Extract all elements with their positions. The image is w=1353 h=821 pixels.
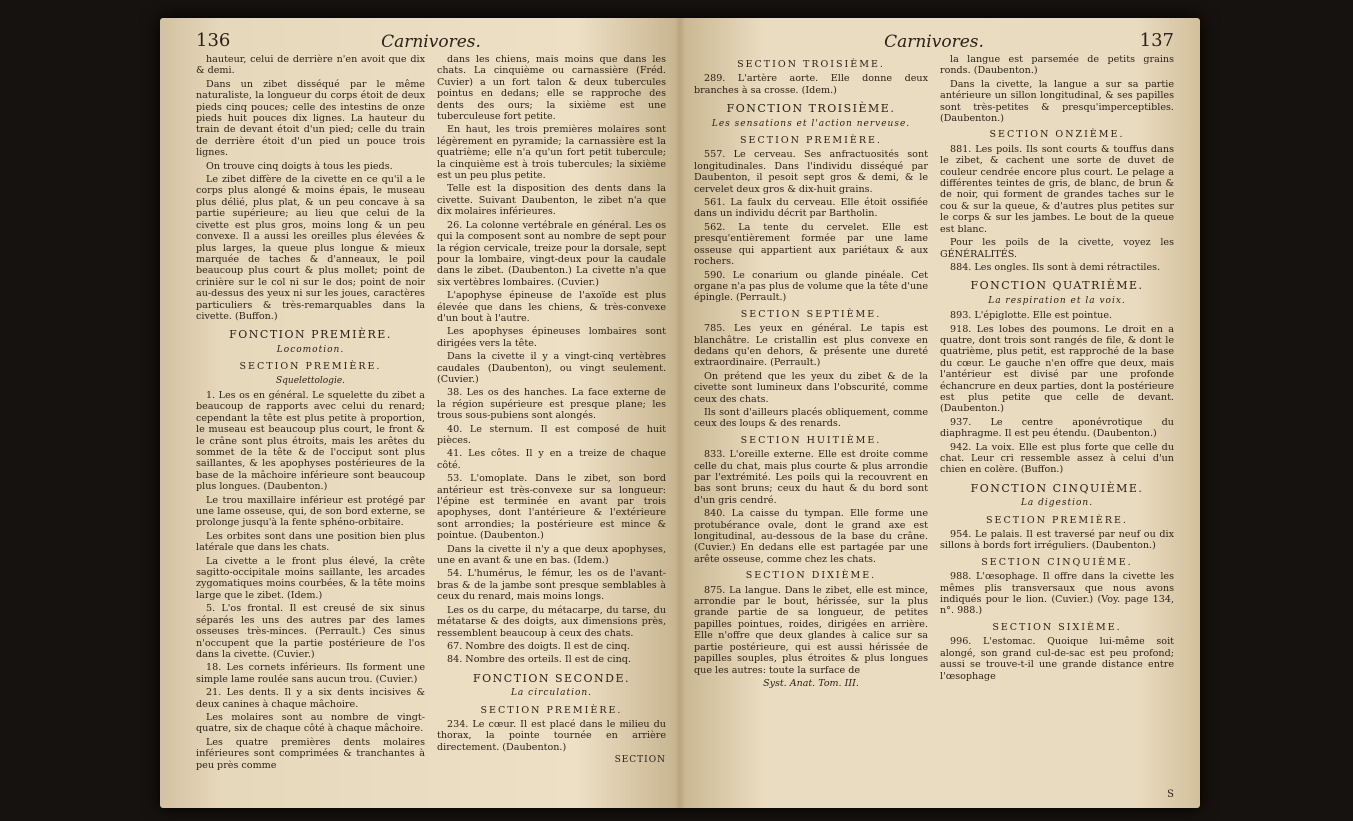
subheading: La digestion. [1020, 498, 1094, 509]
paragraph: Le zibet diffère de la civette en ce qu'il a le corps plus alongé & moins épais, le museau plus délié, plus plat, & un peu concave à sa partie supérieure; au lieu que celui de la civette est plus gros, moins long & un peu convexe. Il a aussi les oreilles plus élevées & plus larges, la queue plus longue & mieux marquée de taches & d'anneaux, le poil beaucoup plus court & plus mollet; point de crinière sur le col ni sur le dos; point de noir au-dessus des yeux ni sur les joues, caractères particuliers & très-remarquables dans la civette. (Buffon.) [196, 174, 425, 322]
left-page-number: 136 [196, 30, 231, 51]
left-column-2 [437, 54, 666, 794]
paragraph: Telle est la disposition des dents dans la civette. Suivant Daubenton, le zibet n'a que dix molaires inférieures. [437, 183, 666, 218]
section-heading: SECTION HUITIÈME. [740, 434, 882, 446]
section-heading: SECTION PREMIÈRE. [986, 514, 1128, 526]
paragraph: 561. La faulx du cerveau. Elle étoit ossifiée dans un individu décrit par Bartholin. [694, 197, 928, 220]
section-heading: SECTION SEPTIÈME. [740, 308, 882, 320]
paragraph: Les os du carpe, du métacarpe, du tarse, du métatarse & des doigts, aux dimensions près, ressemblent beaucoup à ceux des chats. [437, 604, 666, 639]
subheading: Les sensations et l'action nerveuse. [711, 118, 911, 129]
paragraph: On trouve cinq doigts à tous les pieds. [206, 160, 393, 172]
paragraph: la langue est parsemée de petits grains ronds. (Daubenton.) [940, 54, 1174, 77]
signature-mark: S [1167, 789, 1174, 800]
paragraph: 942. La voix. Elle est plus forte que celle du chat. Leur cri ressemble assez à celui d'un chien en colère. (Buffon.) [940, 441, 1174, 476]
section-heading: SECTION DIXIÈME. [745, 570, 877, 582]
paragraph: 1. Les os en général. Le squelette du zibet a beaucoup de rapports avec celui du renard; cependant la tête est plus petite à proportion, le museau est beaucoup plus court, le front & le crâne sont plus étroits, mais les arêtes du sommet de la tête & de l'occiput sont plus saillantes, & les apophyses postérieures de la base de la mâchoire inférieure sont beaucoup plus longues. (Daubenton.) [196, 389, 425, 493]
paragraph: 840. La caisse du tympan. Elle forme une protubérance ovale, dont le grand axe est longitudinal, au-dessous de la base du crâne. (Cuvier.) En dedans elle est partagée par une arête osseuse, comme chez les chats. [694, 508, 928, 565]
paragraph: 557. Le cerveau. Ses anfractuosités sont longitudinales. Dans l'individu disséqué par Daubenton, il pesoit sept gros & demi, & le cervelet deux gros & dix-huit grains. [694, 149, 928, 195]
left-column-1 [196, 54, 425, 794]
catchword: SECTION [614, 755, 666, 766]
function-heading: FONCTION PREMIÈRE. [229, 328, 392, 342]
paragraph: 5. L'os frontal. Il est creusé de six sinus séparés les uns des autres par des lames osseuses très-minces. (Perrault.) Ces sinus n'occupent que la partie postérieure de l'os dans la civette. (Cuvier.) [196, 603, 425, 660]
paragraph: Dans la civette, la langue a sur sa partie antérieure un sillon longitudinal, & ses papilles sont très-petites & presqu'imperceptibles. (Daubenton.) [940, 78, 1174, 125]
subheading: Squelettologie. [275, 375, 346, 386]
paragraph: Le trou maxillaire inférieur est protégé par une lame osseuse, qui, de son bord externe, se prolonge jusqu'à la fente sphéno-orbitaire. [196, 494, 425, 529]
paragraph: 26. La colonne vertébrale en général. Les os qui la composent sont au nombre de sept pour la région cervicale, treize pour la dorsale, sept pour la lombaire, vingt-deux pour la caudale dans le zibet. (Daubenton.) La civette n'a que six vertèbres lombaires. (Cuvier.) [437, 219, 666, 288]
left-running-head [196, 18, 666, 54]
right-page [694, 18, 1174, 808]
paragraph: 918. Les lobes des poumons. Le droit en a quatre, dont trois sont rangés de file, & dont le quatrième, plus petit, est rapproché de la base du cœur. Le gauche n'en offre que deux, mais l'antérieur est divisé par une profonde échancrure en deux parties, dont la postérieure est plus petite que celle de devant. (Daubenton.) [940, 323, 1174, 415]
paragraph: Les quatre premières dents molaires inférieures sont comprimées & tranchantes à peu près comme [196, 736, 425, 771]
paragraph: Dans la civette il y a vingt-cinq vertèbres caudales (Daubenton), ou vingt seulement. (Cuvier.) [437, 351, 666, 385]
paragraph: La civette a le front plus élevé, la crête sagitto-occipitale moins saillante, les arcades zygomatiques moins courbées, & la tête moins large que le zibet. (Idem.) [196, 555, 425, 601]
left-page [196, 18, 666, 808]
function-heading: FONCTION QUATRIÈME. [970, 279, 1144, 293]
footer-signature: Syst. Anat. Tom. III. [763, 677, 859, 689]
paragraph: 67. Nombre des doigts. Il est de cinq. [447, 640, 630, 652]
paragraph: Pour les poils de la civette, voyez les GÉNÉRALITÉS. [940, 237, 1174, 260]
paragraph: 84. Nombre des orteils. Il est de cinq. [447, 654, 631, 666]
section-heading: SECTION PREMIÈRE. [480, 704, 623, 716]
paragraph: 590. Le conarium ou glande pinéale. Cet organe n'a pas plus de volume que la tête d'une épingle. (Perrault.) [694, 269, 928, 304]
paragraph: 954. Le palais. Il est traversé par neuf ou dix sillons à bords fort irréguliers. (Daubenton.) [940, 529, 1174, 552]
paragraph: Les molaires sont au nombre de vingt-quatre, six de chaque côté à chaque mâchoire. [196, 711, 425, 735]
subheading: La respiration et la voix. [988, 295, 1126, 306]
paragraph: 54. L'humérus, le fémur, les os de l'avant-bras & de la jambe sont presque semblables à ceux du renard, mais moins longs. [437, 568, 666, 603]
right-column-2 [940, 54, 1174, 794]
left-page-title: Carnivores. [381, 32, 481, 52]
right-page-number: 137 [1139, 30, 1174, 51]
section-heading: SECTION CINQUIÈME. [981, 556, 1133, 568]
paragraph: Ils sont d'ailleurs placés obliquement, comme ceux des loups & des renards. [694, 406, 928, 430]
paragraph: 881. Les poils. Ils sont courts & touffus dans le zibet, & cachent une sorte de duvet de couleur cendrée encore plus court. Le pelage a différentes teintes de gris, de blanc, de brun & de noir, qui forment de grandes taches sur le cou & sur la queue, & d'autres plus petites sur le corps & sur les jambes. Le bout de la queue est blanc. [940, 143, 1174, 235]
paragraph: L'apophyse épineuse de l'axoïde est plus élevée que dans les chiens, & très-convexe d'un bout à l'autre. [437, 290, 666, 324]
paragraph: On prétend que les yeux du zibet & de la civette sont lumineux dans l'obscurité, comme ceux des chats. [694, 370, 928, 405]
paragraph: 833. L'oreille externe. Elle est droite comme celle du chat, mais plus courte & plus arrondie par l'extrémité. Les poils qui la recouvrent en bas sont bruns; ceux du haut & du bord sont d'un gris cendré. [694, 449, 928, 506]
section-heading: SECTION PREMIÈRE. [239, 361, 382, 373]
paragraph: 18. Les cornets inférieurs. Ils forment une simple lame roulée sans aucun trou. (Cuvier.) [196, 662, 425, 685]
paragraph: 988. L'œsophage. Il offre dans la civette les mêmes plis transversaux que nous avons indiqués pour le lion. (Cuvier.) (Voy. page 134, n°. 988.) [940, 571, 1174, 617]
paragraph: 937. Le centre aponévrotique du diaphragme. Il est peu étendu. (Daubenton.) [940, 416, 1174, 440]
section-heading: SECTION PREMIÈRE. [740, 135, 882, 147]
subheading: Locomotion. [276, 344, 345, 355]
paragraph: Dans la civette il n'y a que deux apophyses, une en avant & une en bas. (Idem.) [437, 543, 666, 567]
paragraph: 289. L'artère aorte. Elle donne deux branches à sa crosse. (Idem.) [694, 73, 928, 96]
paragraph: 875. La langue. Dans le zibet, elle est mince, arrondie par le bout, hérissée, sur la plus grande partie de sa longueur, de petites papilles pointues, roides, dirigées en arrière. Elle n'offre que deux glandes à calice sur sa partie postérieure, qui est aussi hérissée de papilles souples, plus étroites & plus longues que les autres: toute la surface de [694, 584, 928, 676]
paragraph: 40. Le sternum. Il est composé de huit pièces. [437, 423, 666, 446]
function-heading: FONCTION TROISIÈME. [726, 102, 896, 116]
paragraph: Dans un zibet disséqué par le même naturaliste, la longueur du corps étoit de deux pieds cinq pouces; celle des intestins de onze pieds huit pouces dix lignes. La hauteur du train de devant étoit d'un pied; celle du train de derrière étoit d'un pied un pouce trois lignes. [196, 78, 425, 159]
paragraph: 996. L'estomac. Quoique lui-même soit alongé, son grand cul-de-sac est peu profond; aussi se trouve-t-il une grande distance entre l'œsophage [940, 636, 1174, 682]
function-heading: FONCTION CINQUIÈME. [970, 481, 1144, 495]
paragraph: Les apophyses épineuses lombaires sont dirigées vers la tête. [437, 326, 666, 349]
paragraph: 562. La tente du cervelet. Elle est presqu'entièrement formée par une lame osseuse qui appartient aux pariétaux & aux rochers. [694, 221, 928, 268]
right-page-title: Carnivores. [884, 32, 984, 52]
paragraph: 38. Les os des hanches. La face externe de la région supérieure est presque plane; les trous sous-pubiens sont alongés. [437, 387, 666, 422]
right-column-1 [694, 54, 928, 794]
book-spread [160, 18, 1200, 808]
paragraph: hauteur, celui de derrière n'en avoit que dix & demi. [196, 54, 425, 77]
paragraph: 21. Les dents. Il y a six dents incisives & deux canines à chaque mâchoire. [196, 687, 425, 710]
section-heading: SECTION SIXIÈME. [992, 621, 1122, 633]
paragraph: Les orbites sont dans une position bien plus latérale que dans les chats. [196, 530, 425, 554]
paragraph: 41. Les côtes. Il y en a treize de chaque côté. [437, 448, 666, 471]
right-running-head [694, 18, 1174, 54]
paragraph: 884. Les ongles. Ils sont à demi rétractiles. [950, 261, 1161, 273]
function-heading: FONCTION SECONDE. [473, 671, 630, 685]
paragraph: 234. Le cœur. Il est placé dans le milieu du thorax, la pointe tournée en arrière directement. (Daubenton.) [437, 718, 666, 753]
subheading: La circulation. [510, 688, 593, 699]
paragraph: dans les chiens, mais moins que dans les chats. La cinquième ou carnassière (Fréd. Cuvier) a un fort talon & deux tubercules pointus en dedans; elle se rapproche des dents des ours; la sixième est une tuberculeuse fort petite. [437, 54, 666, 123]
paragraph: En haut, les trois premières molaires sont légèrement en pyramide; la carnassière est la quatrième; elle n'a qu'un fort petit tubercule; la cinquième est à trois tubercules; la sixième est un peu plus petite. [437, 124, 666, 182]
paragraph: 785. Les yeux en général. Le tapis est blanchâtre. Le cristallin est plus convexe en dedans qu'en dehors, & présente une dureté extraordinaire. (Perrault.) [694, 323, 928, 369]
section-heading: SECTION TROISIÈME. [737, 59, 885, 70]
paragraph: 893. L'épiglotte. Elle est pointue. [950, 310, 1113, 322]
paragraph: 53. L'omoplate. Dans le zibet, son bord antérieur est très-convexe sur sa longueur: l'épine est terminée en avant par trois apophyses, dont l'antérieure & l'extérieure sont arrondies; la postérieure est mince & pointue. (Daubenton.) [437, 473, 666, 542]
section-heading: SECTION ONZIÈME. [989, 129, 1125, 141]
